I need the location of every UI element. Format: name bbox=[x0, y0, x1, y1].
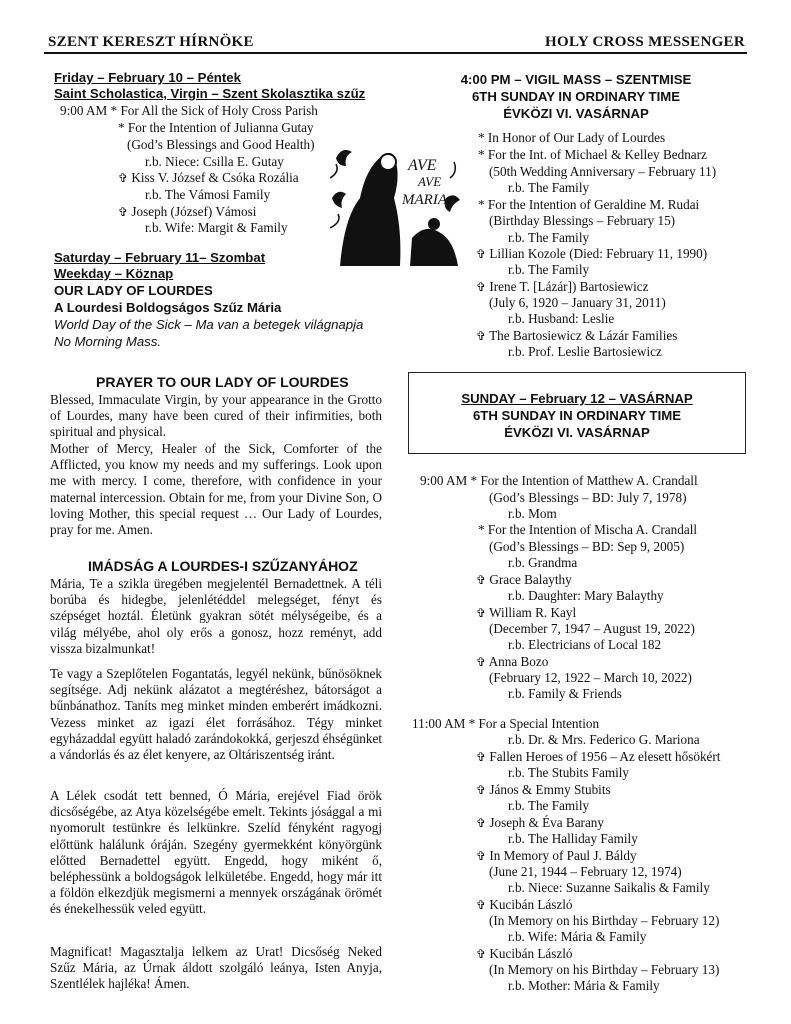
friday-line: r.b. Wife: Margit & Family bbox=[145, 220, 288, 235]
friday-line: * For the Intention of Julianna Gutay bbox=[118, 120, 314, 135]
sunday9-line: r.b. Electricians of Local 182 bbox=[508, 637, 662, 652]
sunday11-line: r.b. Dr. & Mrs. Federico G. Mariona bbox=[508, 732, 700, 747]
sunday9-line: Grace Balaythy bbox=[489, 572, 572, 587]
sunday11-line: 11:00 AM * For a Special Intention bbox=[412, 716, 600, 731]
cross-icon: ✞ bbox=[118, 205, 129, 219]
prayer-en-paragraph: Mother of Mercy, Healer of the Sick, Comforter of the Afflicted, you know my needs and my sufferings. Look upon me with mercy. I come, therefore, with confidence in your maternal intercession. Obtain for me, from your Divine Son, O loving Mother, this special request … Our Lady of Lourdes, pray for me. Amen. bbox=[50, 441, 382, 538]
vigil-line: r.b. The Family bbox=[508, 230, 590, 245]
cross-icon: ✞ bbox=[476, 783, 487, 797]
illustration-text: MARIA bbox=[402, 192, 447, 208]
cross-icon: ✞ bbox=[476, 750, 487, 764]
sunday-header-box bbox=[408, 372, 746, 454]
sunday9-line: (God’s Blessings – BD: July 7, 1978) bbox=[489, 490, 687, 505]
cross-icon: ✞ bbox=[476, 898, 487, 912]
sunday11-line: János & Emmy Stubits bbox=[489, 782, 611, 797]
header-title-en: HOLY CROSS MESSENGER bbox=[545, 34, 745, 50]
sunday9-line: r.b. Mom bbox=[508, 506, 557, 521]
sunday11-line: r.b. Mother: Mária & Family bbox=[508, 978, 660, 993]
illustration-text: AVE bbox=[418, 174, 442, 189]
sunday9-line: (God’s Blessings – BD: Sep 9, 2005) bbox=[489, 539, 685, 554]
sunday11-line: r.b. Wife: Mária & Family bbox=[508, 929, 647, 944]
saturday-feast-hu: A Lourdesi Boldogságos Szűz Mária bbox=[54, 300, 282, 315]
vigil-line: r.b. The Family bbox=[508, 180, 590, 195]
sunday11-line: (In Memory on his Birthday – February 12) bbox=[489, 913, 720, 928]
sunday11-line: Kucibán László bbox=[489, 897, 573, 912]
vigil-line: (Birthday Blessings – February 15) bbox=[489, 213, 676, 228]
sunday9-line: r.b. Daughter: Mary Balaythy bbox=[508, 588, 664, 603]
prayer-en-title: PRAYER TO OUR LADY OF LOURDES bbox=[96, 374, 349, 390]
cross-icon: ✞ bbox=[476, 947, 487, 961]
sunday11-line: r.b. The Family bbox=[508, 798, 590, 813]
friday-title: Friday – February 10 – Péntek bbox=[54, 70, 241, 85]
illustration-text: AVE bbox=[408, 157, 437, 174]
friday-line: r.b. The Vámosi Family bbox=[145, 187, 271, 202]
vigil-line: * For the Int. of Michael & Kelley Bednarz bbox=[478, 147, 707, 162]
friday-saint: Saint Scholastica, Virgin – Szent Skolasztika szűz bbox=[54, 86, 366, 101]
prayer-hu-paragraph: A Lélek csodát tett benned, Ó Mária, erejével Fiad örök dicsőségébe, az Atya közelségébe emelt. Tekints jósággal a mi nyomorult testünkre és lelkünkre. Szelíd fényként ragyogj előttünk halálunk óráján. Szegény gyermekként könyörgünk előtted Bernadettel együtt. Engedd, hogy miként ő, beléphessünk a boldogságok lelkületébe. Engedd, hogy már itt a földön elkezdjük megismerni a mennyek országának örömét és énekelhessük veled együtt. bbox=[50, 788, 382, 917]
sunday9-line: (December 7, 1947 – August 19, 2022) bbox=[489, 621, 695, 636]
vigil-line: Lillian Kozole (Died: February 11, 1990) bbox=[489, 246, 708, 261]
sunday9-line: 9:00 AM * For the Intention of Matthew A. Crandall bbox=[420, 473, 698, 488]
friday-line: 9:00 AM * For All the Sick of Holy Cross Parish bbox=[60, 103, 318, 118]
sunday9-line: William R. Kayl bbox=[489, 605, 577, 620]
sunday11-line: r.b. The Halliday Family bbox=[508, 831, 638, 846]
vigil-line: * In Honor of Our Lady of Lourdes bbox=[478, 130, 666, 145]
vigil-line: r.b. The Family bbox=[508, 262, 590, 277]
sunday11-line: In Memory of Paul J. Báldy bbox=[489, 848, 637, 863]
vigil-line: The Bartosiewicz & Lázár Families bbox=[489, 328, 678, 343]
vigil-title: 4:00 PM – VIGIL MASS – SZENTMISE bbox=[460, 72, 692, 87]
prayer-hu-title: IMÁDSÁG A LOURDES-I SZŰZANYÁHOZ bbox=[88, 558, 358, 574]
vigil-line: * For the Intention of Geraldine M. Rudai bbox=[478, 197, 700, 212]
sunday9-line: r.b. Family & Friends bbox=[508, 686, 622, 701]
vigil-subtitle: 6TH SUNDAY IN ORDINARY TIME bbox=[471, 89, 681, 104]
prayer-en-paragraph: Blessed, Immaculate Virgin, by your appearance in the Grotto of Lourdes, many have been cured of their infirmities, both spiritual and physical. bbox=[50, 392, 382, 440]
cross-icon: ✞ bbox=[476, 606, 487, 620]
prayer-hu-paragraph: Magnificat! Magasztalja lelkem az Urat! Dicsőség Neked Szűz Mária, az Úrnak áldott szolgáló leánya, Isten Anyja, Szentlélek hajléka! Ámen. bbox=[50, 944, 382, 992]
page-header bbox=[44, 34, 747, 54]
saturday-weekday: Weekday – Köznap bbox=[54, 266, 174, 281]
cross-icon: ✞ bbox=[476, 329, 487, 343]
saturday-note: No Morning Mass. bbox=[54, 334, 162, 349]
vigil-line: (50th Wedding Anniversary – February 11) bbox=[489, 164, 717, 179]
cross-icon: ✞ bbox=[476, 849, 487, 863]
cross-icon: ✞ bbox=[476, 816, 487, 830]
sunday11-line: r.b. The Stubits Family bbox=[508, 765, 630, 780]
vigil-subtitle-hu: ÉVKÖZI VI. VASÁRNAP bbox=[503, 106, 649, 121]
sunday11-line: Kucibán László bbox=[489, 946, 573, 961]
prayer-hu-paragraph: Mária, Te a szikla üregében megjelentél Bernadettnek. A téli borúba és hidegbe, jelenlétéddel melegséget, fényt és szépséget hoztál. Életünk gyakran sötét mélységeibe, és a világ mélyébe, ahol oly erős a gonosz, hozz reményt, add vissza bizalmunkat! bbox=[50, 576, 382, 656]
sunday-subtitle-hu: ÉVKÖZI VI. VASÁRNAP bbox=[504, 425, 650, 440]
vigil-line: (July 6, 1920 – January 31, 2011) bbox=[489, 295, 666, 310]
sunday-title: SUNDAY – February 12 – VASÁRNAP bbox=[461, 391, 693, 406]
sunday11-line: (June 21, 1944 – February 12, 1974) bbox=[489, 864, 682, 879]
sunday9-line: Anna Bozo bbox=[488, 654, 549, 669]
sunday9-line: * For the Intention of Mischa A. Crandall bbox=[478, 522, 698, 537]
friday-line: Joseph (József) Vámosi bbox=[131, 204, 257, 219]
cross-icon: ✞ bbox=[476, 573, 487, 587]
saturday-title: Saturday – February 11– Szombat bbox=[54, 250, 266, 265]
header-title-hu: SZENT KERESZT HÍRNÖKE bbox=[48, 34, 254, 50]
sunday9-line: (February 12, 1922 – March 10, 2022) bbox=[489, 670, 692, 685]
vigil-line: Irene T. [Lázár]) Bartosiewicz bbox=[489, 279, 649, 294]
friday-line: Kiss V. József & Csóka Rozália bbox=[131, 170, 299, 185]
sunday9-line: r.b. Grandma bbox=[508, 555, 578, 570]
saturday-feast: OUR LADY OF LOURDES bbox=[54, 283, 213, 298]
vigil-line: r.b. Husband: Leslie bbox=[508, 311, 615, 326]
cross-icon: ✞ bbox=[476, 247, 487, 261]
cross-icon: ✞ bbox=[118, 171, 129, 185]
sunday11-line: Fallen Heroes of 1956 – Az elesett hősökért bbox=[489, 749, 721, 764]
sunday-subtitle: 6TH SUNDAY IN ORDINARY TIME bbox=[472, 408, 682, 423]
sunday11-line: r.b. Niece: Suzanne Saikalis & Family bbox=[508, 880, 710, 895]
saturday-note: World Day of the Sick – Ma van a betegek világnapja bbox=[54, 317, 364, 332]
prayer-hu-paragraph: Te vagy a Szeplőtelen Fogantatás, legyél nekünk, bűnösöknek segítsége. Adj nekünk alázatot a megtéréshez, bátorságot a bűnbánathoz. Taníts meg minket minden emberért imádkozni. Vezess minket az igazi élet forrásához. Tégy minket egyházaddal együtt haladó zarándokokká, gerjeszd éhségünket a vándorlás és az élet kenyere, az Oltáriszentség iránt. bbox=[50, 666, 382, 763]
ave-maria-illustration bbox=[330, 138, 462, 268]
friday-line: (God’s Blessings and Good Health) bbox=[127, 137, 315, 152]
friday-line: r.b. Niece: Csilla E. Gutay bbox=[145, 154, 284, 169]
sunday11-line: Joseph & Éva Barany bbox=[489, 815, 604, 830]
sunday11-line: (In Memory on his Birthday – February 13) bbox=[489, 962, 720, 977]
cross-icon: ✞ bbox=[476, 280, 487, 294]
cross-icon: ✞ bbox=[476, 655, 487, 669]
vigil-line: r.b. Prof. Leslie Bartosiewicz bbox=[508, 344, 662, 359]
